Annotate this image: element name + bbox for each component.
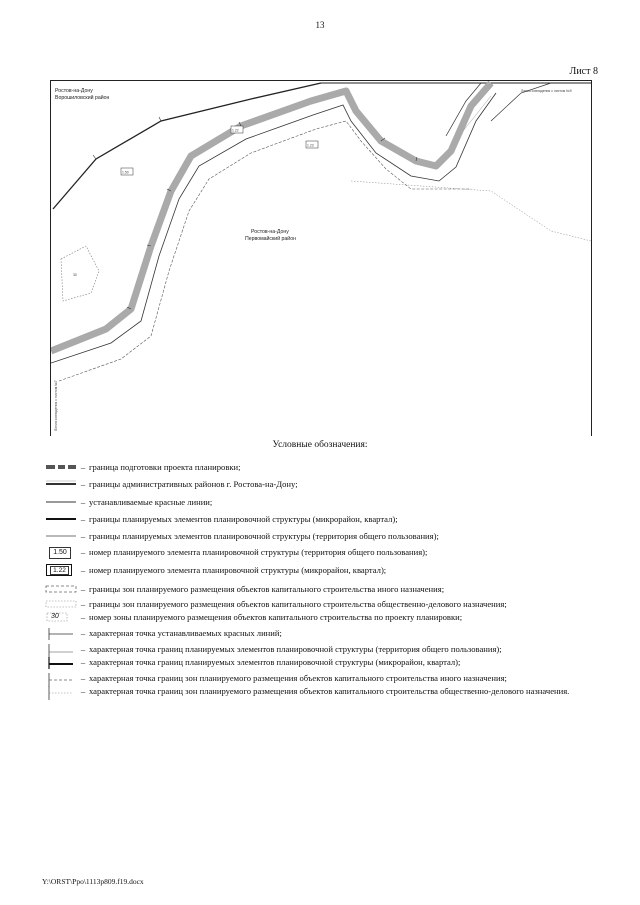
legend bbox=[45, 462, 605, 696]
red-line-symbol bbox=[45, 497, 77, 507]
admin-boundary-line bbox=[53, 83, 321, 209]
element-number-3: 1.23 bbox=[307, 143, 314, 148]
legend-text: номер планируемого элемента планировочной структуры (микрорайон, квартал); bbox=[89, 565, 387, 575]
planning-boundary-symbol bbox=[45, 462, 77, 472]
map-label-district-1: Ростов-на-Дону bbox=[55, 88, 93, 94]
public-territory-boundary-symbol bbox=[45, 531, 77, 541]
legend-item: 1.50 – номер планируемого элемента планировочной структуры (территория общего пользования); bbox=[45, 547, 605, 561]
legend-item: 1.22 – номер планируемого элемента планировочной структуры (микрорайон, квартал); bbox=[45, 565, 605, 579]
business-zone-boundary-symbol bbox=[45, 599, 77, 609]
map-label-district-2b: Первомайский район bbox=[245, 236, 296, 242]
legend-item: – границы зон планируемого размещения объектов капитального строительства иного назначения; bbox=[45, 584, 605, 596]
document-path-footer: Y:\ORST\Ppo\1113p809.f19.docx bbox=[42, 877, 144, 886]
zone-number-label: 30 bbox=[73, 273, 77, 277]
map-label-left-match: Линия совпадения с листом №7 bbox=[54, 380, 58, 431]
legend-item: – характерная точка границ зон планируемого размещения объектов капитального строительства общественно-делового назначения. bbox=[45, 686, 605, 697]
legend-text: границы планируемых элементов планировочной структуры (микрорайон, квартал); bbox=[89, 514, 398, 524]
zone-number-symbol bbox=[45, 612, 77, 622]
legend-text: номер планируемого элемента планировочной структуры (территория общего пользования); bbox=[89, 547, 428, 557]
admin-boundary-symbol bbox=[45, 479, 77, 489]
legend-item: – характерная точка границ планируемых элементов планировочной структуры (микрорайон, квартал); bbox=[45, 657, 605, 671]
legend-item: – границы планируемых элементов планировочной структуры (микрорайон, квартал); bbox=[45, 514, 605, 526]
zone-30-outline bbox=[61, 246, 99, 301]
public-territory-point-symbol bbox=[45, 644, 77, 654]
legend-text: характерная точка устанавливаемых красных линий; bbox=[89, 627, 282, 638]
element-number-2: 1.22 bbox=[232, 128, 239, 133]
map-drawing bbox=[51, 81, 591, 436]
planning-boundary-line bbox=[51, 83, 491, 351]
legend-text: номер зоны планируемого размещения объектов капитального строительства по проекту планировки; bbox=[89, 611, 463, 622]
legend-item: – границы зон планируемого размещения объектов капитального строительства общественно-делового назначения; bbox=[45, 599, 605, 610]
page-number: 13 bbox=[315, 20, 325, 30]
legend-title: Условные обозначения: bbox=[272, 440, 368, 450]
legend-text: границы зон планируемого размещения объектов капитального строительства иного назначения; bbox=[89, 584, 445, 594]
other-zone-point-symbol bbox=[45, 673, 77, 683]
legend-item: 30 – номер зоны планируемого размещения объектов капитального строительства по проекту планировки; bbox=[45, 612, 605, 624]
legend-item: – граница подготовки проекта планировки; bbox=[45, 462, 605, 473]
red-line-point-symbol bbox=[45, 628, 77, 638]
legend-text: границы планируемых элементов планировочной структуры (территория общего пользования); bbox=[89, 531, 439, 541]
legend-text: граница подготовки проекта планировки; bbox=[89, 462, 241, 472]
legend-item: – характерная точка устанавливаемых красных линий; bbox=[45, 628, 605, 642]
legend-text: характерная точка границ зон планируемого размещения объектов капитального строительства общественно-делового назначения. bbox=[89, 685, 570, 696]
legend-item: – характерная точка границ зон планируемого размещения объектов капитального строительства иного назначения; bbox=[45, 673, 605, 684]
legend-text: границы зон планируемого размещения объектов капитального строительства общественно-делового назначения; bbox=[89, 599, 507, 609]
legend-text: характерная точка границ планируемых элементов планировочной структуры (микрорайон, квартал); bbox=[89, 657, 461, 667]
legend-text: характерная точка границ планируемых элементов планировочной структуры (территория общего пользования); bbox=[89, 643, 502, 654]
other-zone-boundary-symbol bbox=[45, 584, 77, 594]
business-zone-point-symbol bbox=[45, 686, 77, 696]
map-label-sheet-match: Линия совпадения с листом №9 bbox=[521, 89, 572, 93]
legend-item: – границы административных районов г. Ростова-на-Дону; bbox=[45, 479, 605, 491]
map-label-district-2: Ростов-на-Дону bbox=[251, 229, 289, 235]
element-number-1: 1.50 bbox=[122, 170, 129, 175]
sheet-label: Лист 8 bbox=[569, 66, 598, 77]
microdistrict-boundary-symbol bbox=[45, 514, 77, 524]
zone-number-sample: 30 bbox=[51, 612, 59, 620]
legend-text: характерная точка границ зон планируемого размещения объектов капитального строительства иного назначения; bbox=[89, 673, 507, 683]
public-element-number-symbol bbox=[45, 547, 77, 557]
element-number-sample: 1.50 bbox=[49, 547, 71, 559]
legend-text: устанавливаемые красные линии; bbox=[89, 497, 213, 507]
map-label-district-1b: Ворошиловский район bbox=[55, 95, 110, 101]
legend-item: – устанавливаемые красные линии; bbox=[45, 497, 605, 509]
microdistrict-number-symbol bbox=[45, 565, 77, 575]
element-number-sample: 1.22 bbox=[50, 566, 69, 575]
microdistrict-point-symbol bbox=[45, 657, 77, 667]
legend-item: – границы планируемых элементов планировочной структуры (территория общего пользования); bbox=[45, 531, 605, 543]
planning-map bbox=[50, 80, 592, 436]
legend-item: – характерная точка границ планируемых элементов планировочной структуры (территория общего пользования); bbox=[45, 644, 605, 655]
legend-text: границы административных районов г. Ростова-на-Дону; bbox=[89, 479, 298, 489]
